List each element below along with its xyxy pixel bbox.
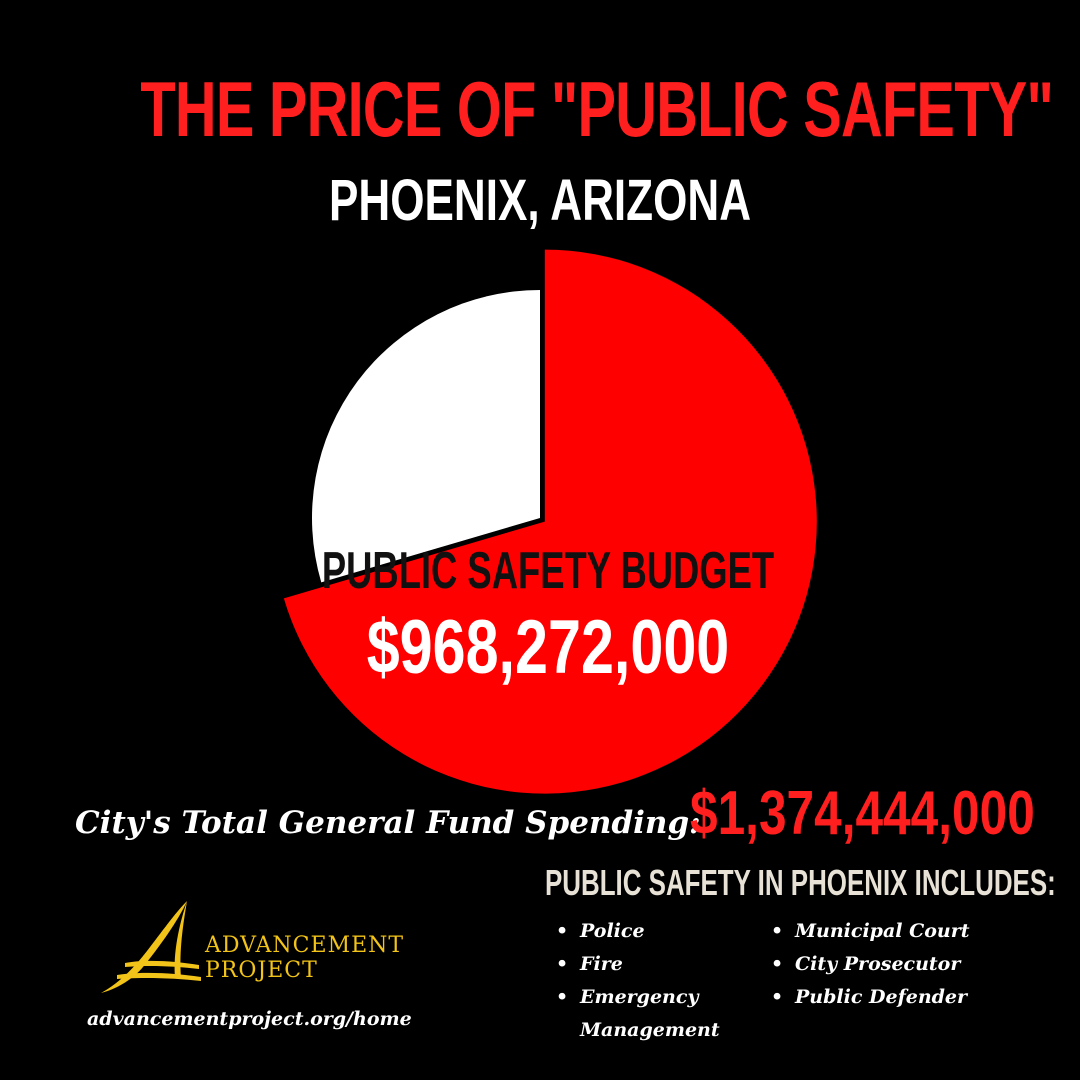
page-subtitle: PHOENIX, ARIZONA bbox=[328, 168, 752, 233]
slice-label-public-safety: PUBLIC SAFETY BUDGET bbox=[321, 540, 775, 600]
page-title: THE PRICE OF "PUBLIC SAFETY" bbox=[140, 65, 1054, 153]
organization-name-line-2: PROJECT bbox=[205, 958, 318, 983]
list-item: • Public Defender bbox=[771, 981, 1031, 1014]
includes-list-column-2 bbox=[771, 915, 1031, 1014]
list-item: • Police bbox=[556, 915, 756, 948]
pie-labels bbox=[322, 540, 774, 689]
includes-heading: PUBLIC SAFETY IN PHOENIX INCLUDES: bbox=[545, 862, 1056, 903]
list-item: • City Prosecutor bbox=[771, 948, 1031, 981]
total-spending-value: $1,374,444,000 bbox=[690, 779, 1035, 848]
slice-value-public-safety: $968,272,000 bbox=[366, 604, 730, 690]
includes-list-column-1 bbox=[556, 915, 756, 1047]
advancement-project-logo-icon bbox=[95, 895, 205, 995]
list-item: • Emergency Management bbox=[556, 981, 756, 1047]
pie-slices bbox=[284, 250, 817, 794]
list-item: • Municipal Court bbox=[771, 915, 1031, 948]
list-item: • Fire bbox=[556, 948, 756, 981]
organization-name-line-1: ADVANCEMENT bbox=[205, 933, 405, 958]
total-spending-label: City's Total General Fund Spending: bbox=[75, 805, 701, 841]
website-link[interactable]: advancementproject.org/home bbox=[87, 1008, 412, 1030]
